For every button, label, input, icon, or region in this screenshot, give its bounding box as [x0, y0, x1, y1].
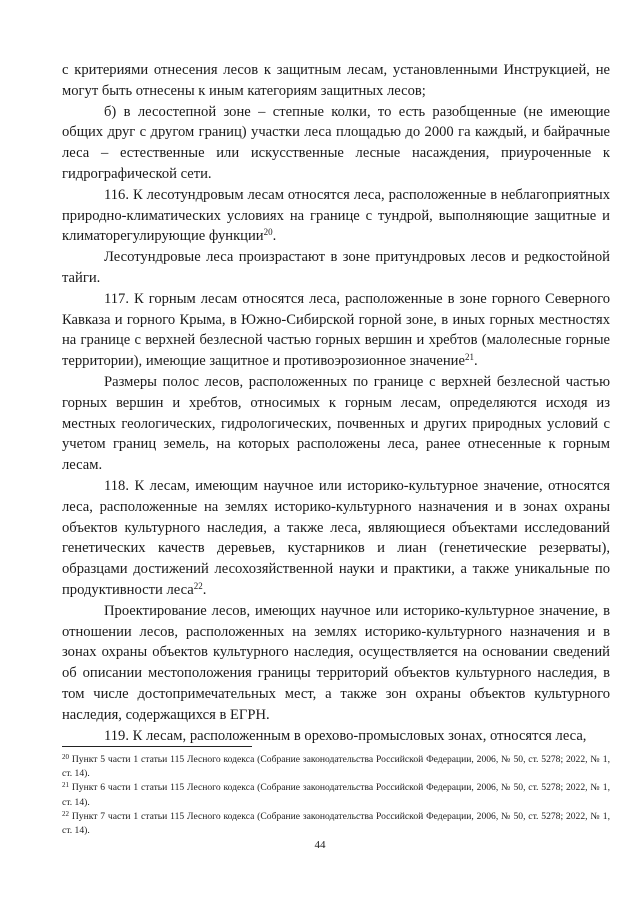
- footnote-number: 20: [62, 753, 69, 761]
- page-number: 44: [314, 839, 326, 851]
- paragraph-117: [62, 289, 610, 372]
- footnote: [62, 810, 610, 838]
- footnote-text: Пункт 7 части 1 статьи 115 Лесного кодекса (Собрание законодательства Российской Федерации, 2006, № 50, ст. 5278; 2022, № 1, ст. 14).: [62, 810, 610, 837]
- paragraph-end: .: [473, 353, 478, 370]
- footnote-ref: 21: [464, 352, 474, 363]
- paragraph-end: .: [202, 581, 207, 598]
- paragraph-text: Лесотундровые леса произрастают в зоне притундровых лесов и редкостойной тайги.: [62, 249, 610, 286]
- footnote-number: 22: [62, 809, 69, 818]
- footnote-number: 21: [62, 781, 69, 790]
- paragraph-text: Размеры полос лесов, расположенных по границе с верхней безлесной частью горных вершин и хребтов, относимых к горным лесам, определяются исходя из местных геологических, гидрологических, почвенных и других природных условий с учетом границ земель, на которых расположены леса, ранее отнесенные к горным лесам.: [62, 373, 610, 474]
- paragraph-118: [62, 476, 610, 601]
- paragraph-end: .: [272, 228, 277, 245]
- footnote-text: Пункт 6 части 1 статьи 115 Лесного кодекса (Собрание законодательства Российской Федерации, 2006, № 50, ст. 5278; 2022, № 1, ст. 14).: [62, 782, 610, 808]
- body-text: [62, 60, 610, 746]
- paragraph-text: б) в лесостепной зоне – степные колки, то есть разобщенные (не имеющие общих друг с другом границ) участки леса площадью до 2000 га каждый, и байрачные леса – естественные или искусственные лесные насаждения, приуроченные к гидрографической сети.: [62, 103, 610, 182]
- footnote-ref: 20: [263, 227, 273, 238]
- paragraph: [62, 60, 610, 102]
- paragraph-119: [62, 726, 610, 747]
- paragraph: [62, 102, 610, 185]
- paragraph: [62, 372, 610, 476]
- footnote: [62, 753, 610, 781]
- footnote: [62, 781, 610, 809]
- paragraph-text: 116. К лесотундровым лесам относятся леса, расположенные в неблагоприятных природно-климатических условиях на границе с тундрой, выполняющие защитные и климаторегулирующие функции: [62, 186, 610, 245]
- paragraph: [62, 601, 610, 726]
- footnote-ref: 22: [193, 580, 203, 591]
- paragraph-text: Проектирование лесов, имеющих научное или историко-культурное значение, в отношении лесов, расположенных на землях историко-культурного назначения и в зонах охраны объектов культурного наследия, осуществляется на основании сведений об описании местоположения границы территорий объектов культурного наследия, в том числе достопримечательных мест, а также зон охраны объектов культурного наследия, содержащихся в ЕГРН.: [62, 602, 610, 723]
- paragraph-text: 119. К лесам, расположенным в орехово-промысловых зонах, относятся леса,: [104, 727, 587, 744]
- footnotes: [62, 753, 610, 838]
- footnote-text: Пункт 5 части 1 статьи 115 Лесного кодекса (Собрание законодательства Российской Федерации, 2006, № 50, ст. 5278; 2022, № 1, ст. 14).: [62, 754, 610, 780]
- footnote-divider: [62, 746, 252, 747]
- paragraph-text: с критериями отнесения лесов к защитным лесам, установленными Инструкцией, не могут быть отнесены к иным категориям защитных лесов;: [62, 62, 610, 99]
- paragraph: [62, 247, 610, 289]
- paragraph-text: 117. К горным лесам относятся леса, расположенные в зоне горного Северного Кавказа и горного Крыма, в Южно-Сибирской горной зоне, в иных горных местностях на границе с верхней безлесной частью горных вершин и хребтов (малолесные горные территории), имеющие защитное и противоэрозионное значение: [62, 290, 610, 370]
- paragraph-116: [62, 185, 610, 247]
- paragraph-text: 118. К лесам, имеющим научное или историко-культурное значение, относятся леса, расположенные на землях историко-культурного назначения и в зонах охраны объектов культурного наследия, а также леса, являющиеся объектами исследований генетических качеств деревьев, кустарников и лиан (генетические резерваты), образцами достижений лесохозяйственной науки и практики, а также уникальные по продуктивности леса: [62, 477, 610, 598]
